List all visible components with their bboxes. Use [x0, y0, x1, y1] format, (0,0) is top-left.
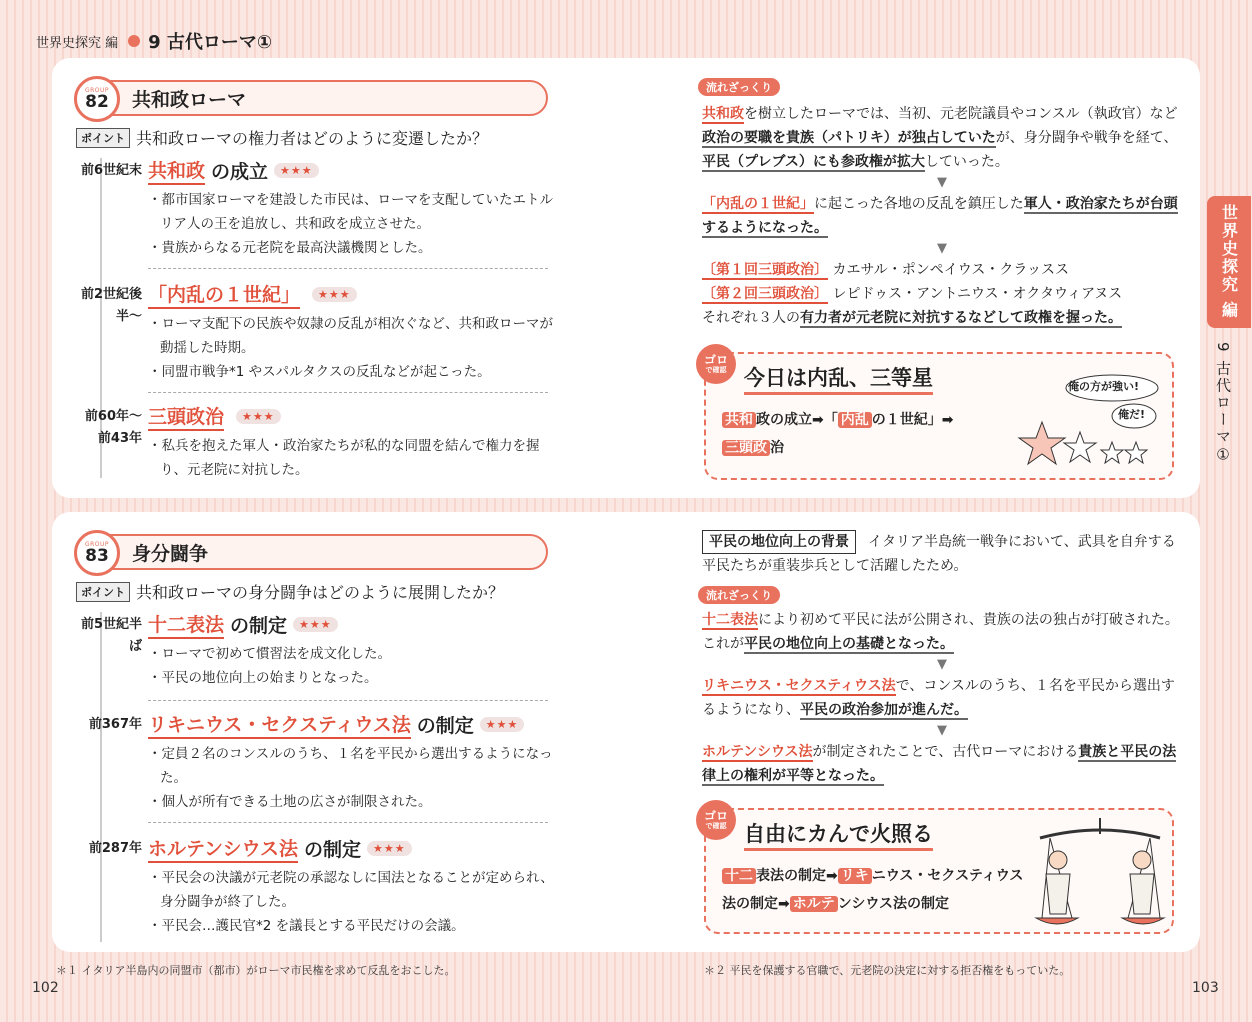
entry-date: 前5世紀半ば — [80, 617, 142, 654]
point-tag: ポイント — [76, 128, 130, 148]
group-title: 共和政ローマ — [132, 88, 247, 111]
entry-date: 前60年〜前43年 — [84, 409, 142, 446]
point-question — [76, 580, 504, 603]
flow-summary — [702, 608, 1182, 788]
bullet-item: ・同盟市戦争*1 やスパルタクスの反乱などが起こった。 — [148, 364, 491, 380]
bullet-item: ・ローマで初めて慣習法を成文化した。 — [148, 646, 391, 662]
highlight: 共和 — [722, 412, 756, 428]
mnemonic-text: 政の成立➡「 — [756, 412, 838, 428]
group-number: 83 — [85, 546, 109, 566]
flow-text: を樹立したローマでは、当初、元老院議員やコンスル（執政官）など — [744, 106, 1178, 122]
highlight: 内乱 — [838, 412, 872, 428]
entry-bullets — [148, 312, 554, 384]
entry-date: 前287年 — [88, 841, 142, 856]
footnote-left: ＊１ イタリア半島内の同盟市（都市）がローマ市民権を求めて反乱をおこした。 — [56, 964, 456, 977]
flow-term: 「内乱の１世紀」 — [702, 196, 814, 212]
side-chapter-label: 9 古代ローマ① — [1214, 342, 1232, 466]
group-title: 身分闘争 — [132, 542, 209, 565]
mnemonic-box — [704, 352, 1174, 480]
importance-stars: ★★★ — [312, 287, 357, 302]
group-83-badge — [74, 530, 120, 576]
bullet-item: ・個人が所有できる土地の広さが制限された。 — [148, 794, 432, 810]
group-82-heading — [78, 80, 548, 116]
badge-text: ゴロ — [703, 352, 728, 367]
timeline-entry — [74, 402, 554, 492]
entry-title-rest: の制定 — [304, 839, 362, 861]
entry-term: 三頭政治 — [148, 402, 224, 431]
group-83-heading — [78, 534, 548, 570]
bullet-item: ・平民会…護民官*2 を議長とする平民だけの会議。 — [148, 918, 465, 934]
page-number-left: 102 — [32, 980, 59, 996]
running-header — [36, 28, 272, 54]
flow-emphasis: 有力者が元老院に対抗するなどして政権を握った。 — [800, 310, 1122, 326]
background-note — [702, 530, 1182, 578]
entry-term: ホルテンシウス法 — [148, 834, 298, 863]
flow-text: していった。 — [924, 154, 1009, 170]
mnemonic-text: 表法の制定➡ — [756, 868, 838, 884]
mnemonic-body — [722, 406, 953, 462]
badge-subtext: で確認 — [705, 821, 727, 830]
flow-emphasis: 平民の地位向上の基礎となった。 — [744, 636, 954, 652]
entry-bullets — [148, 866, 554, 938]
flow-text: が、身分闘争や戦争を経て、 — [995, 130, 1178, 146]
importance-stars: ★★★ — [274, 163, 319, 178]
entry-date: 前6世紀末 — [80, 163, 142, 178]
mnemonic-badge — [696, 800, 736, 840]
flow-text: により初めて平民に法が公開され、貴族の法の独占が打破された。これが — [702, 612, 1179, 652]
group-label: GROUP — [84, 87, 110, 94]
entry-term: 十二表法 — [148, 610, 224, 639]
timeline-entry — [74, 280, 554, 380]
mnemonic-title: 今日は内乱、三等星 — [744, 362, 933, 395]
flow-term: ホルテンシウス法 — [702, 744, 813, 760]
group-83-panel — [52, 512, 1200, 952]
flow-text: に起こった各地の反乱を鎮圧した — [814, 196, 1024, 212]
mnemonic-text: ニウス・セクスティウス — [871, 868, 1024, 884]
timeline-entry — [74, 610, 554, 700]
down-arrow-icon: ▼ — [937, 241, 947, 256]
point-text: 共和政ローマの身分闘争はどのように展開したか？ — [136, 583, 505, 602]
entry-bullets — [148, 188, 554, 260]
highlight: 十二 — [722, 868, 756, 884]
flow-tag: 流れざっくり — [698, 586, 780, 604]
flow-emphasis: 貴族と平民の法律上の権利が平等となった。 — [702, 744, 1177, 784]
mnemonic-text: 治 — [770, 440, 784, 456]
bullet-item: ・ローマ支配下の民族や奴隷の反乱が相次ぐなど、共和政ローマが動揺した時期。 — [148, 316, 553, 356]
flow-term: 〔第２回三頭政治〕 — [702, 286, 828, 302]
bullet-item: ・平民会の決議が元老院の承認なしに国法となることが定められ、身分闘争が終了した。 — [148, 870, 554, 910]
flow-tag: 流れざっくり — [698, 78, 780, 96]
entry-term: 共和政 — [148, 156, 205, 185]
entry-heading — [148, 156, 319, 185]
point-tag: ポイント — [76, 582, 130, 602]
background-text: イタリア半島統一戦争において、武具を自弁する平民たちが重装歩兵として活躍したため。 — [702, 534, 1176, 574]
entry-term: 「内乱の１世紀」 — [148, 280, 300, 309]
page-number-right: 103 — [1192, 980, 1219, 996]
mnemonic-title: 自由にカんで火照る — [744, 818, 933, 851]
down-arrow-icon: ▼ — [937, 657, 947, 672]
flow-text: レピドゥス・アントニウス・オクタウィアヌス — [832, 286, 1123, 302]
entry-heading — [148, 610, 338, 639]
mnemonic-body — [722, 862, 1023, 918]
flow-emphasis: 軍人・政治家たちが台頭するようになった。 — [702, 196, 1178, 236]
bullet-item: ・貴族からなる元老院を最高決議機関とした。 — [148, 240, 432, 256]
flow-text: それぞれ３人の — [702, 310, 800, 326]
flow-term: 共和政 — [702, 106, 744, 122]
point-text: 共和政ローマの権力者はどのように変遷したか？ — [136, 129, 489, 148]
flow-paragraph — [702, 258, 1182, 330]
flow-paragraph — [702, 740, 1182, 788]
importance-stars: ★★★ — [480, 717, 525, 732]
flow-paragraph — [702, 674, 1182, 722]
bullet-item: ・定員２名のコンスルのうち、１名を平民から選出するようになった。 — [148, 746, 553, 786]
highlight: 三頭政 — [722, 440, 770, 456]
divider — [148, 392, 548, 393]
importance-stars: ★★★ — [367, 841, 412, 856]
flow-paragraph — [702, 608, 1182, 656]
divider — [148, 700, 548, 701]
mnemonic-text: 法の制定➡ — [722, 896, 790, 912]
speech-bubble-text: 俺の方が強い! — [1068, 380, 1140, 393]
speech-bubble-text: 俺だ! — [1118, 408, 1146, 421]
flow-emphasis: 政治の要職を貴族（パトリキ）が独占していた — [702, 130, 996, 146]
entry-bullets — [148, 434, 554, 482]
mnemonic-text: の１世紀」➡ — [871, 412, 954, 428]
flow-text: が制定されたことで、古代ローマにおける — [812, 744, 1079, 760]
flow-paragraph — [702, 192, 1182, 240]
section-side-tab: 世界史探究 編 — [1207, 196, 1251, 328]
group-label: GROUP — [84, 541, 110, 548]
flow-term: リキニウス・セクスティウス法 — [702, 678, 896, 694]
background-label: 平民の地位向上の背景 — [702, 530, 856, 554]
timeline-entry — [74, 156, 554, 256]
entry-heading — [148, 402, 281, 431]
flow-emphasis: 平民（プレブス）にも参政権が拡大 — [702, 154, 925, 170]
group-number: 82 — [85, 92, 109, 112]
entry-title-rest: の成立 — [211, 161, 269, 183]
entry-date: 前2世紀後半〜 — [80, 287, 142, 324]
entry-date: 前367年 — [88, 717, 142, 732]
bullet-item: ・平民の地位向上の始まりとなった。 — [148, 670, 378, 686]
bullet-item: ・私兵を抱えた軍人・政治家たちが私的な同盟を結んで権力を握り、元老院に対抗した。 — [148, 438, 540, 478]
chapter-title: 9 古代ローマ① — [148, 32, 273, 53]
highlight: ホルテ — [790, 896, 838, 912]
divider — [148, 268, 548, 269]
badge-subtext: で確認 — [705, 365, 727, 374]
entry-term: リキニウス・セクスティウス法 — [148, 710, 411, 739]
flow-summary — [702, 102, 1182, 330]
entry-heading — [148, 280, 357, 309]
flow-text: カエサル・ポンペイウス・クラッスス — [832, 262, 1070, 278]
mnemonic-badge — [696, 344, 736, 384]
entry-title-rest: の制定 — [416, 715, 474, 737]
footnote-right: ＊２ 平民を保護する官職で、元老院の決定に対する拒否権をもっていた。 — [704, 964, 1071, 977]
highlight: リキ — [838, 868, 872, 884]
flow-term: 〔第１回三頭政治〕 — [702, 262, 828, 278]
down-arrow-icon: ▼ — [937, 175, 947, 190]
point-question — [76, 126, 488, 149]
entry-title-rest: の制定 — [230, 615, 288, 637]
down-arrow-icon: ▼ — [937, 723, 947, 738]
entry-bullets — [148, 742, 554, 814]
flow-paragraph — [702, 102, 1182, 174]
timeline-entry — [74, 710, 554, 810]
group-82-panel — [52, 58, 1200, 498]
bullet-dot-icon — [128, 35, 140, 47]
mnemonic-text: ンシウス法の制定 — [837, 896, 949, 912]
scale-illustration — [1032, 814, 1168, 932]
entry-bullets — [148, 642, 554, 690]
bullet-item: ・都市国家ローマを建設した市民は、ローマを支配していたエトルリア人の王を追放し、共和政を成立させた。 — [148, 192, 553, 232]
entry-heading — [148, 710, 524, 739]
flow-text: で、コンスルのうち、１名を平民から選出するようになり、 — [702, 678, 1175, 718]
importance-stars: ★★★ — [236, 409, 281, 424]
badge-text: ゴロ — [703, 808, 728, 823]
group-82-badge — [74, 76, 120, 122]
flow-term: 十二表法 — [702, 612, 758, 628]
timeline-entry — [74, 834, 554, 944]
mnemonic-box — [704, 808, 1174, 934]
divider — [148, 822, 548, 823]
flow-emphasis: 平民の政治参加が進んだ。 — [800, 702, 968, 718]
entry-heading — [148, 834, 412, 863]
series-label: 世界史探究 編 — [36, 35, 119, 51]
importance-stars: ★★★ — [293, 617, 338, 632]
